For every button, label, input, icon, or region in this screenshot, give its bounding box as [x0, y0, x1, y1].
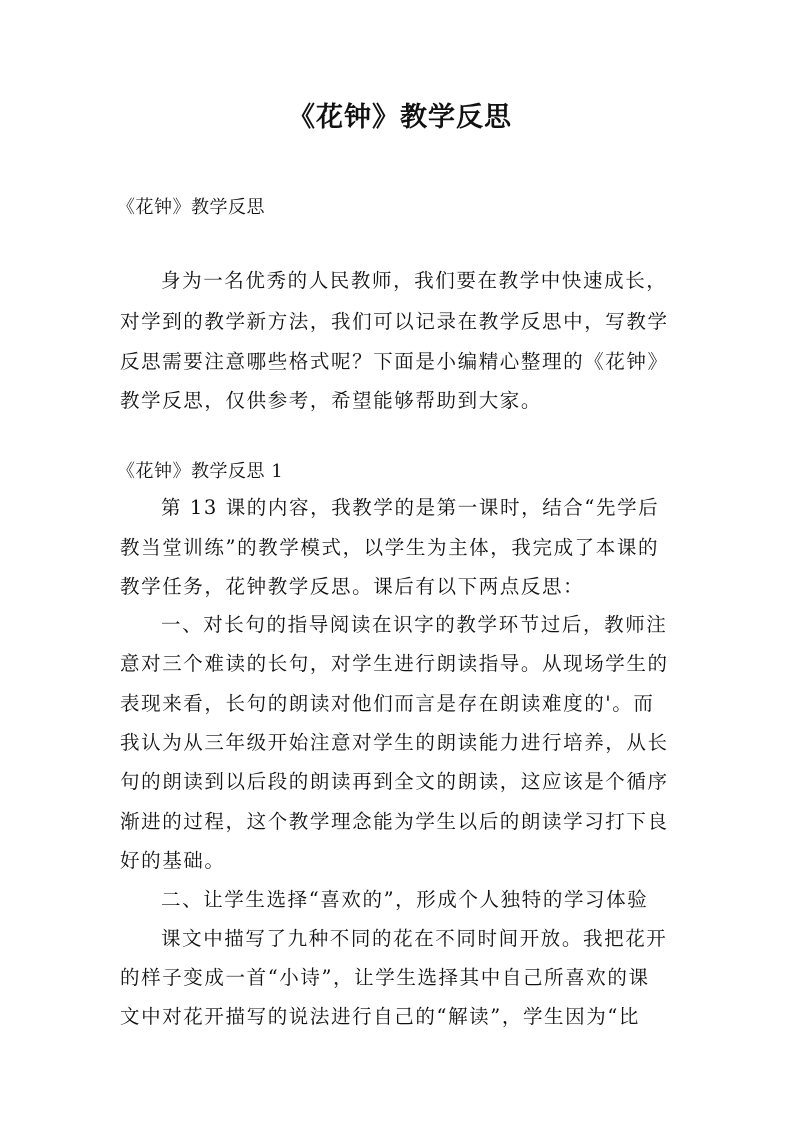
- paragraph-line: 意对三个难读的长句，对学生进行朗读指导。从现场学生的: [120, 652, 669, 675]
- paragraph-line: 表现来看，长句的朗读对他们而言是存在朗读难度的'。而: [120, 692, 655, 715]
- paragraph-line: 句的朗读到以后段的朗读再到全文的朗读，这应该是个循序: [120, 770, 669, 793]
- paragraph-line: 的样子变成一首“小诗”，让学生选择其中自己所喜欢的课: [120, 966, 650, 989]
- section-heading: 《花钟》教学反思 1: [117, 461, 284, 482]
- paragraph-line: 教当堂训练”的教学模式，以学生为主体，我完成了本课的: [120, 536, 660, 559]
- page-title: 《花钟》教学反思: [288, 102, 512, 133]
- paragraph-line: 好的基础。: [120, 849, 226, 872]
- paragraph-line: 第 13 课的内容，我教学的是第一课时，结合“先学后: [161, 496, 660, 519]
- document-subtitle: 《花钟》教学反思: [117, 197, 265, 218]
- paragraph-line: 一、对长句的指导阅读在识字的教学环节过后，教师注: [161, 613, 668, 636]
- intro-line: 身为一名优秀的人民教师，我们要在教学中快速成长，: [161, 269, 668, 292]
- paragraph-line: 文中对花开描写的说法进行自己的“解读”，学生因为“比: [120, 1005, 641, 1028]
- intro-line: 教学反思，仅供参考，希望能够帮助到大家。: [120, 389, 543, 412]
- paragraph-line: 渐进的过程，这个教学理念能为学生以后的朗读学习打下良: [120, 810, 669, 833]
- intro-line: 对学到的教学新方法，我们可以记录在教学反思中，写教学: [120, 310, 669, 333]
- paragraph-line: 课文中描写了九种不同的花在不同时间开放。我把花开: [161, 927, 668, 950]
- paragraph-line: 我认为从三年级开始注意对学生的朗读能力进行培养，从长: [120, 731, 669, 754]
- paragraph-line: 二、让学生选择“喜欢的”，形成个人独特的学习体验: [161, 888, 649, 911]
- paragraph-line: 教学任务，花钟教学反思。课后有以下两点反思：: [120, 575, 585, 598]
- intro-line: 反思需要注意哪些格式呢？下面是小编精心整理的《花钟》: [120, 350, 669, 373]
